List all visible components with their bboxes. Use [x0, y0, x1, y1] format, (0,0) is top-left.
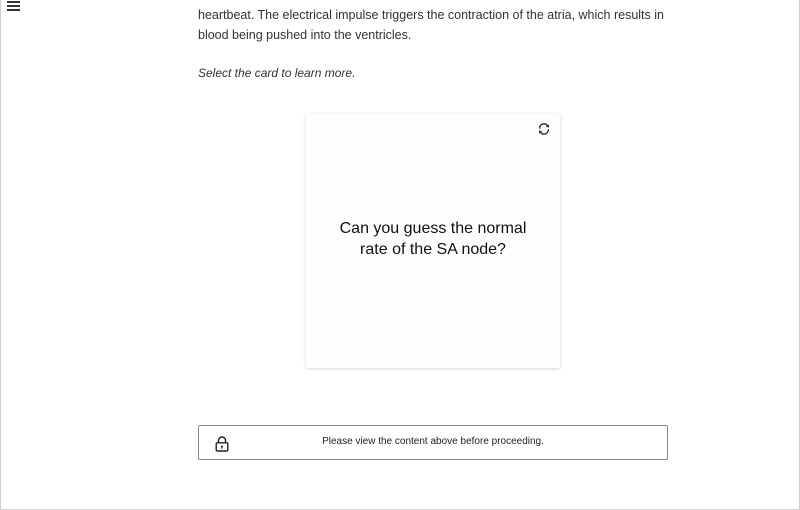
flashcard-front-text: Can you guess the normal rate of the SA node? — [339, 220, 527, 258]
card-instruction: Select the card to learn more. — [198, 66, 356, 80]
refresh-icon[interactable] — [537, 122, 551, 136]
continue-lock-bar — [198, 425, 668, 460]
lesson-paragraph: heartbeat. The electrical impulse triggers the contraction of the atria, which results in blood being pushed into the ventricles. — [198, 8, 664, 42]
hamburger-menu-icon[interactable] — [6, 0, 22, 16]
continue-lock-message: Please view the content above before proceeding. — [322, 436, 544, 447]
flashcard[interactable] — [306, 114, 560, 368]
